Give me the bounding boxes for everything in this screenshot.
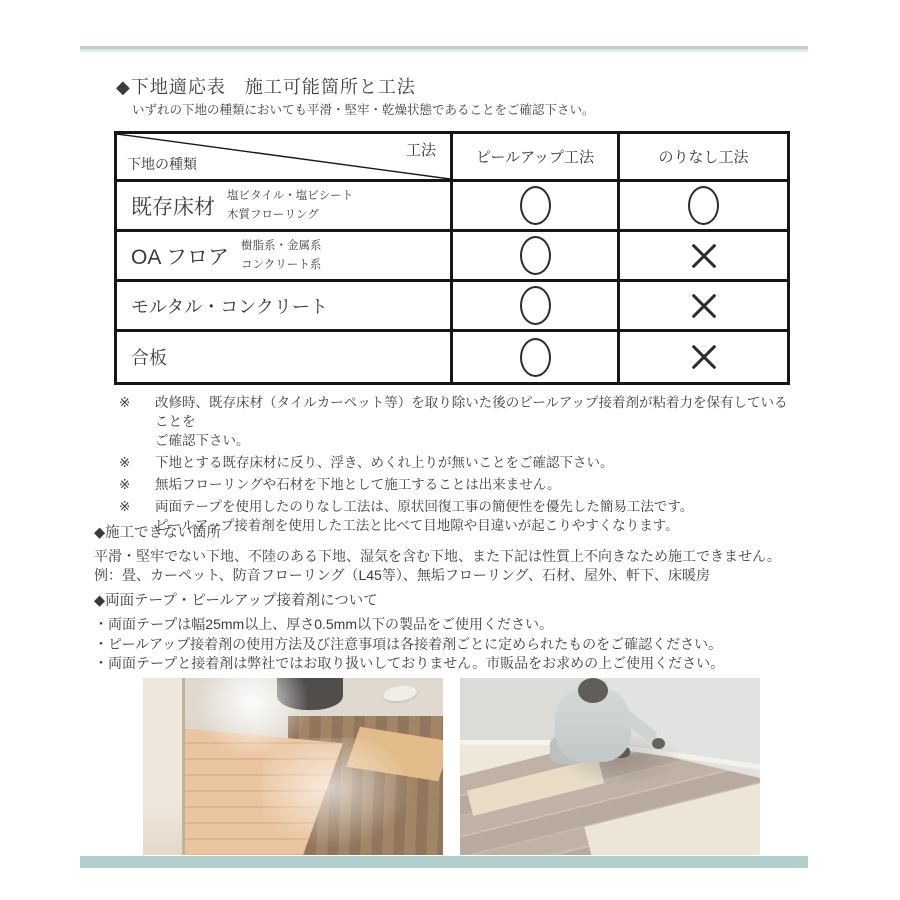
mark-cell xyxy=(453,282,620,332)
table-corner-cell xyxy=(117,134,453,182)
note-marker: ※ xyxy=(119,395,131,410)
note-marker: ※ xyxy=(119,499,131,514)
section-bullet: ・両面テープと接着剤は弊社ではお取り扱いしておりません。市販品をお求めの上ご使用ください。 xyxy=(94,655,725,671)
table-header-row xyxy=(117,134,787,182)
section-bullet: ・両面テープは幅25mm以上、厚さ0.5mm以下の製品をご使用ください。 xyxy=(94,616,553,632)
notes-list xyxy=(119,393,799,538)
note-line1: 下地とする既存床材に反り、浮き、めくれ上りが無いことをご確認下さい。 xyxy=(155,455,614,470)
row-sublabel xyxy=(241,237,322,275)
section-heading: ◆両面テープ・ピールアップ接着剤について xyxy=(94,593,378,609)
table-row xyxy=(117,232,787,282)
page-subtitle: いずれの下地の種類においても平滑・堅牢・乾燥状態であることをご確認下さい。 xyxy=(132,103,595,117)
section-text-line: 例：畳、カーペット、防音フローリング（L45等）、無垢フローリング、石材、屋外、軒下、床暖房 xyxy=(94,567,710,583)
section-text-line: 平滑・堅牢でない下地、不陸のある下地、湿気を含む下地、また下記は性質上不向きなため施工できません。 xyxy=(94,548,781,564)
row-sublabel xyxy=(227,187,353,225)
row-sublabel-line1: 樹脂系・金属系 xyxy=(241,239,322,252)
bottom-accent-bar xyxy=(80,856,808,868)
note-text xyxy=(155,393,799,450)
note-item xyxy=(119,453,799,472)
note-line2: ピールアップ接着剤を使用した工法と比べて目地隙や目違いが起こりやすくなります。 xyxy=(155,518,679,533)
note-item xyxy=(119,393,799,450)
corner-label-substrate-type: 下地の種類 xyxy=(127,156,197,172)
section-heading: ◆施工できない箇所 xyxy=(94,525,222,541)
note-text xyxy=(155,475,799,494)
mark-cell xyxy=(453,332,620,382)
photo-overlay xyxy=(460,678,760,855)
section-tape-adhesive xyxy=(94,589,810,674)
photo-worker-laying-planks xyxy=(460,678,760,855)
row-label: モルタル・コンクリート xyxy=(131,296,328,317)
mark-cell xyxy=(620,282,787,332)
row-sublabel-line1: 塩ビタイル・塩ビシート xyxy=(227,189,354,202)
note-item xyxy=(119,475,799,494)
note-line1: 改修時、既存床材（タイルカーペット等）を取り除いた後のピールアップ接着剤が粘着力を保有していることを xyxy=(155,395,788,429)
row-label: OA フロア xyxy=(131,245,230,269)
note-marker: ※ xyxy=(119,455,131,470)
section-bullet: ・ピールアップ接着剤の使用方法及び注意事項は各接着剤ごとに定められたものをご確認ください。 xyxy=(94,635,723,652)
row-label-cell xyxy=(117,332,453,382)
mark-cell xyxy=(620,182,787,232)
mark-cell xyxy=(453,232,620,282)
note-marker: ※ xyxy=(119,477,131,492)
section-cannot-install xyxy=(94,521,810,585)
row-label-cell xyxy=(117,282,453,332)
table-row xyxy=(117,332,787,382)
photo-overlay xyxy=(143,678,443,855)
table-row xyxy=(117,182,787,232)
page-title: ◆下地適応表 施工可能箇所と工法 xyxy=(116,77,416,97)
mark-cell xyxy=(620,232,787,282)
substrate-method-table xyxy=(114,131,790,385)
top-accent-bar xyxy=(80,46,808,52)
photo-installation-room xyxy=(143,678,443,855)
row-label: 既存床材 xyxy=(131,195,215,219)
row-label: 合板 xyxy=(131,348,167,368)
corner-label-method: 工法 xyxy=(405,142,436,159)
mark-cell xyxy=(620,332,787,382)
mark-cell xyxy=(453,182,620,232)
note-line2: ご確認下さい。 xyxy=(155,433,250,448)
column-header-peel-up: ピールアップ工法 xyxy=(453,134,620,182)
note-line1: 両面テープを使用したのりなし工法は、原状回復工事の簡便性を優先した簡易工法です。 xyxy=(155,499,694,514)
row-label-cell xyxy=(117,182,453,232)
row-label-cell xyxy=(117,232,453,282)
note-line1: 無垢フローリングや石材を下地として施工することは出来ません。 xyxy=(155,477,561,492)
note-text xyxy=(155,453,799,472)
row-sublabel-line2: 木質フローリング xyxy=(227,208,319,221)
table-row xyxy=(117,282,787,332)
column-header-no-glue: のりなし工法 xyxy=(620,134,787,182)
row-sublabel-line2: コンクリート系 xyxy=(241,258,322,271)
